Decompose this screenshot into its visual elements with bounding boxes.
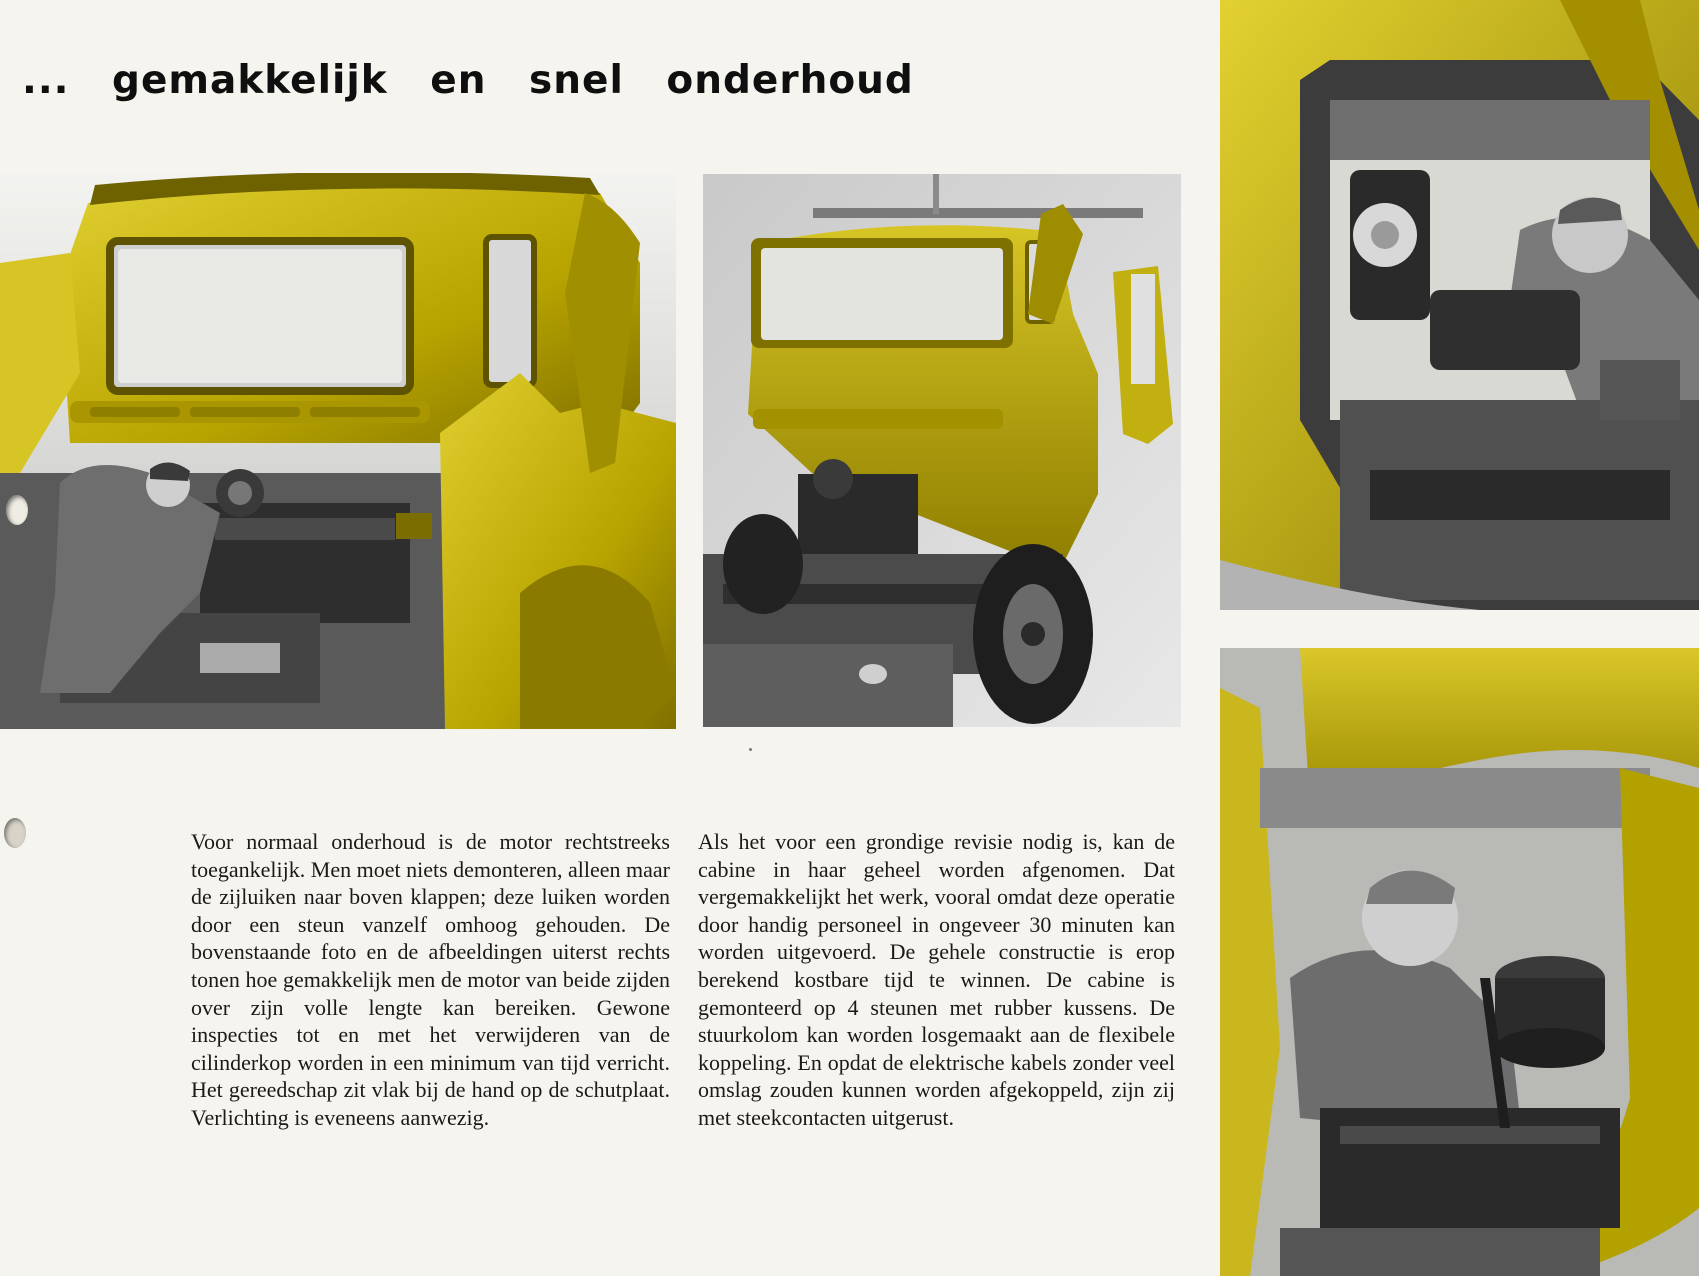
binder-hole-bottom (4, 818, 26, 848)
print-mark (749, 748, 752, 751)
body-text-left-column: Voor normaal onderhoud is de motor rechtstreeks toegankelijk. Men moet niets demonteren, alleen maar de zijluiken naar boven klappen; deze luiken worden door een steun vanzelf omhoog gehouden. De bovenstaande foto en de afbeeldingen uiterst rechts tonen hoe gemakkelijk men de motor van beide zijden over zijn volle lengte kan bereiken. Gewone inspecties tot en met het verwijderen van de cilinderkop worden in een minimum van tijd verricht. Het gereedschap zit vlak bij de hand op de schutplaat. Verlichting is eveneens aanwezig. (191, 829, 670, 1130)
photo-cab-removed-chassis (703, 174, 1181, 727)
binder-hole-top (6, 495, 28, 525)
photo-engine-bay-side-bottom (1220, 648, 1699, 1276)
photo-engine-bay-side-top (1220, 0, 1699, 610)
photo-cab-lifted-mechanic (0, 173, 676, 729)
page-headline: ... gemakkelijk en snel onderhoud (22, 58, 914, 103)
body-text-right-column: Als het voor een grondige revisie nodig is, kan de cabine in haar geheel worden afgenomen. Dat vergemakkelijkt het werk, vooral omdat deze operatie door handig personeel in ongeveer 30 minuten kan worden uitgevoerd. De gehele constructie is erop berekend kostbare tijd te winnen. De cabine is gemonteerd op 4 steunen met rubber kussens. De stuurkolom kan worden losgemaakt aan de flexibele koppeling. En opdat de elektrische kabels zonder veel omslag zouden kunnen worden afgekoppeld, zijn zij met steekcontacten uitgerust. (698, 829, 1175, 1130)
